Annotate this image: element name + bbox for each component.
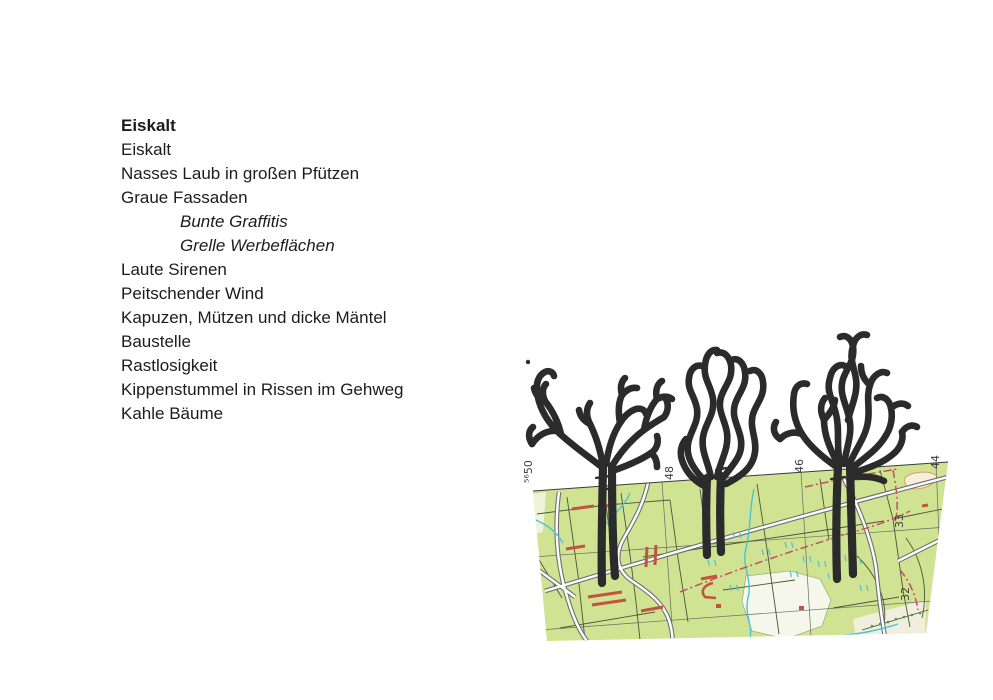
- map-grid-label: 33: [893, 514, 906, 528]
- map-grid-label: 32: [899, 587, 912, 601]
- poem-line: Kapuzen, Mützen und dicke Mäntel: [121, 308, 387, 327]
- poem-line: Grelle Werbeflächen: [180, 236, 335, 255]
- poem-line: Eiskalt: [121, 140, 172, 159]
- poem-title: Eiskalt: [121, 116, 176, 135]
- poem-line: Kahle Bäume: [121, 404, 224, 423]
- poem-line: Rastlosigkeit: [121, 356, 218, 375]
- poem-line: Kippenstummel in Rissen im Gehweg: [121, 380, 404, 399]
- map-grid-label: 44: [929, 455, 942, 469]
- map-grid-label: 48: [663, 466, 676, 480]
- map-grid-label: ⁵⁶50: [522, 460, 535, 483]
- poem-line: Baustelle: [121, 332, 191, 351]
- poem-line: Nasses Laub in großen Pfützen: [121, 164, 360, 183]
- poem-line: Peitschender Wind: [121, 284, 264, 303]
- poem-line: Laute Sirenen: [121, 260, 227, 279]
- poem-line: Bunte Graffitis: [180, 212, 288, 231]
- map-fragment: [530, 462, 948, 641]
- map-grid-label: 46: [793, 459, 806, 473]
- poem-line: Graue Fassaden: [121, 188, 248, 207]
